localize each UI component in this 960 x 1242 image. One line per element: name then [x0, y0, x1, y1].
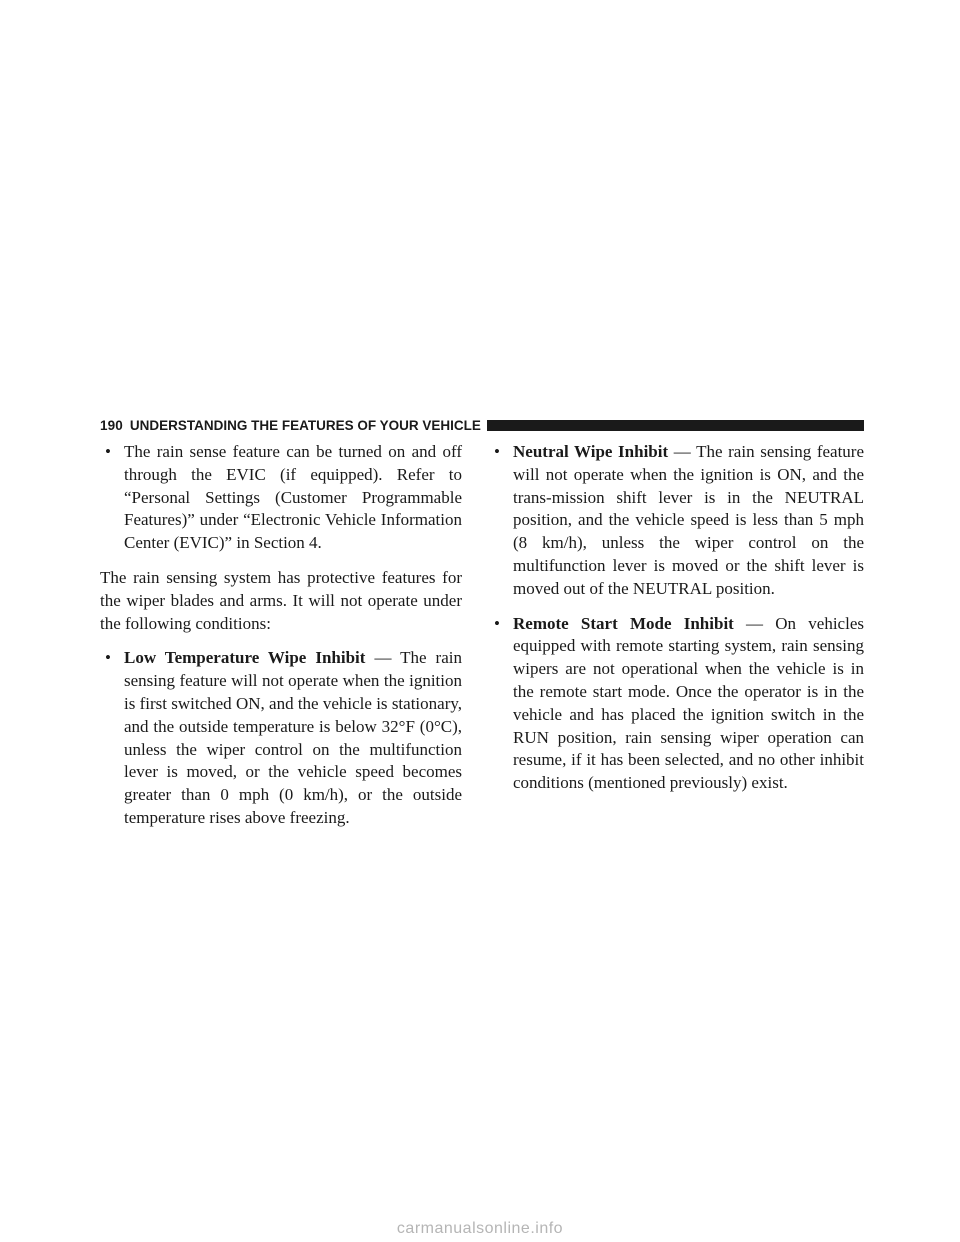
watermark: carmanualsonline.info: [396, 1220, 564, 1237]
bullet-text: — On vehicles equipped with remote starting system, rain sensing wipers are not operational when the vehicle is in the remote start mode. Once the operator is in the vehicle and has placed the ignition switch in the RUN position, rain sensing wiper operation can resume, if it has been selected, and no other inhibit conditions (mentioned previously) exist.: [513, 613, 864, 793]
list-item: [489, 441, 864, 601]
bullet-term: Neutral Wipe Inhibit: [513, 442, 669, 461]
body-paragraph: The rain sensing system has protective features for the wiper blades and arms. It will not operate under the following conditions:: [100, 567, 462, 633]
bullet-icon: •: [105, 648, 111, 668]
list-item: [100, 441, 462, 555]
left-column: [100, 441, 462, 842]
list-item: [489, 613, 864, 795]
bullet-text: The rain sense feature can be turned on and off through the EVIC (if equipped). Refer to “Personal Settings (Customer Programmable Features)” under “Electronic Vehicle Information Center (EVIC)” in Section 4.: [124, 442, 462, 553]
page-number: 190: [100, 417, 123, 433]
bullet-term: Low Temperature Wipe Inhibit: [124, 648, 366, 668]
bullet-text: — The rain sensing feature will not operate when the ignition is ON, and the trans-mission shift lever is in the NEUTRAL position, and the vehicle speed is less than 5 mph (8 km/h), unless the wiper control on the multifunction lever is moved or the shift lever is moved out of the NEUTRAL position.: [513, 442, 865, 598]
bullet-term: Remote Start Mode Inhibit: [513, 613, 734, 633]
page-header: [100, 417, 864, 433]
list-item: [100, 647, 462, 829]
bullet-icon: •: [494, 442, 500, 461]
header-rule: [487, 420, 864, 431]
bullet-icon: •: [105, 442, 111, 461]
bullet-text: — The rain sensing feature will not operate when the ignition is first switched ON, and the vehicle is stationary, and the outside temperature is below 32°F (0°C), unless the wiper control on the multifunction lever is moved, or the vehicle speed becomes greater than 0 mph (0 km/h), or the outside temperature rises above freezing.: [124, 648, 462, 827]
section-title: UNDERSTANDING THE FEATURES OF YOUR VEHICLE: [129, 417, 481, 433]
bullet-icon: •: [494, 613, 500, 633]
right-column: [489, 441, 864, 807]
